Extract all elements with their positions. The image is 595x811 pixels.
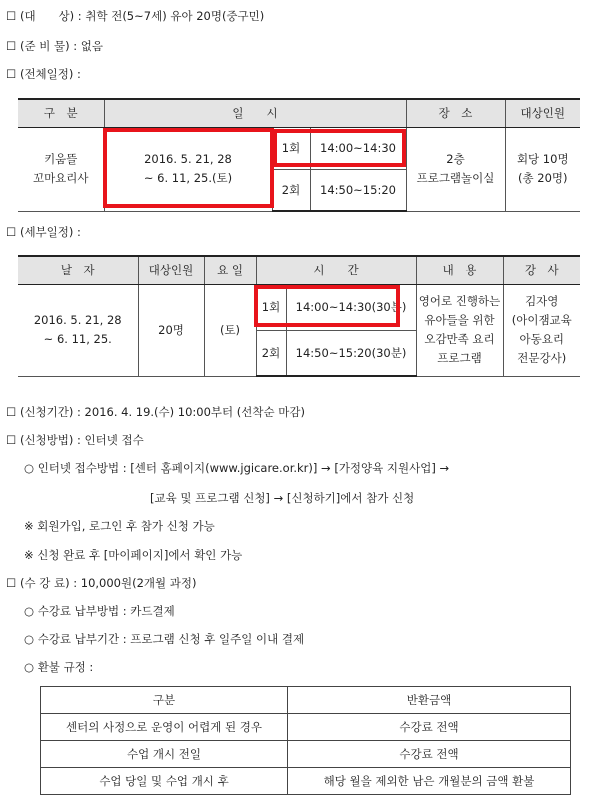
detail-people-cell: 20명 <box>138 284 204 376</box>
note-signup-line: ※ 회원가입, 로그인 후 참가 신청 가능 <box>24 519 215 533</box>
detail-teacher-cell: 김자영 (아이잼교육 아동요리 전문강사) <box>503 284 580 376</box>
header-capacity: 대상인원 <box>505 99 580 127</box>
overall-schedule-table <box>18 98 580 212</box>
refund-table <box>40 686 571 795</box>
detail-session-2-time: 14:50~15:20(30분) <box>286 330 416 376</box>
pay-period-line: ○ 수강료 납부기간 : 프로그램 신청 후 일주일 이내 결제 <box>24 632 305 646</box>
header-day: 요 일 <box>204 256 256 284</box>
refund-row-3-amount: 해당 월을 제외한 남은 개월분의 금액 환불 <box>288 768 571 795</box>
session-2-time: 14:50~15:20 <box>310 169 406 211</box>
overall-schedule-heading: ☐ (전체일정) : <box>6 67 81 81</box>
materials-line: ☐ (준 비 물) : 없음 <box>6 39 103 53</box>
refund-header-amount: 반환금액 <box>288 687 571 714</box>
detail-session-1-no: 1회 <box>256 284 286 330</box>
session-1-time: 14:00~14:30 <box>310 127 406 169</box>
refund-header-category: 구분 <box>41 687 288 714</box>
header-datetime: 일 시 <box>104 99 406 127</box>
session-2-no: 2회 <box>272 169 310 211</box>
target-line: ☐ (대 상) : 취학 전(5~7세) 유아 20명(중구민) <box>6 9 265 23</box>
header-category: 구 분 <box>18 99 104 127</box>
fee-line: ☐ (수 강 료) : 10,000원(2개월 과정) <box>6 576 197 590</box>
header-date: 날 자 <box>18 256 138 284</box>
detail-schedule-heading: ☐ (세부일정) : <box>6 225 81 239</box>
session-1-no: 1회 <box>272 127 310 169</box>
online-method-line-2: [교육 및 프로그램 신청] → [신청하기]에서 참가 신청 <box>150 491 415 505</box>
detail-dates-cell: 2016. 5. 21, 28 ~ 6. 11, 25. <box>18 284 138 376</box>
program-name-cell: 키움뜰 꼬마요리사 <box>18 127 104 211</box>
header-place: 장 소 <box>406 99 505 127</box>
refund-row-2-case: 수업 개시 전일 <box>41 741 288 768</box>
online-method-line-1: ○ 인터넷 접수방법 : [센터 홈페이지(www.jgicare.or.kr)] → [가정양육 지원사업] → <box>24 461 450 475</box>
detail-session-2-no: 2회 <box>256 330 286 376</box>
detail-schedule-table <box>18 255 580 377</box>
overall-dates-cell: 2016. 5. 21, 28 ~ 6. 11, 25.(토) <box>104 127 272 211</box>
pay-method-line: ○ 수강료 납부방법 : 카드결제 <box>24 604 175 618</box>
detail-session-1-time: 14:00~14:30(30분) <box>286 284 416 330</box>
refund-row-1-amount: 수강료 전액 <box>288 714 571 741</box>
detail-day-cell: (토) <box>204 284 256 376</box>
refund-heading: ○ 환불 규정 : <box>24 660 94 674</box>
capacity-cell: 회당 10명 (총 20명) <box>505 127 580 211</box>
detail-content-cell: 영어로 진행하는 유아들을 위한 오감만족 요리 프로그램 <box>416 284 503 376</box>
note-confirm-line: ※ 신청 완료 후 [마이페이지]에서 확인 가능 <box>24 548 243 562</box>
apply-period-line: ☐ (신청기간) : 2016. 4. 19.(수) 10:00부터 (선착순 마감) <box>6 405 305 419</box>
header-content: 내 용 <box>416 256 503 284</box>
place-cell: 2층 프로그램놀이실 <box>406 127 505 211</box>
refund-row-1-case: 센터의 사정으로 운영이 어렵게 된 경우 <box>41 714 288 741</box>
refund-row-2-amount: 수강료 전액 <box>288 741 571 768</box>
header-time: 시 간 <box>256 256 416 284</box>
header-people: 대상인원 <box>138 256 204 284</box>
header-teacher: 강 사 <box>503 256 580 284</box>
refund-row-3-case: 수업 당일 및 수업 개시 후 <box>41 768 288 795</box>
apply-method-line: ☐ (신청방법) : 인터넷 접수 <box>6 433 144 447</box>
